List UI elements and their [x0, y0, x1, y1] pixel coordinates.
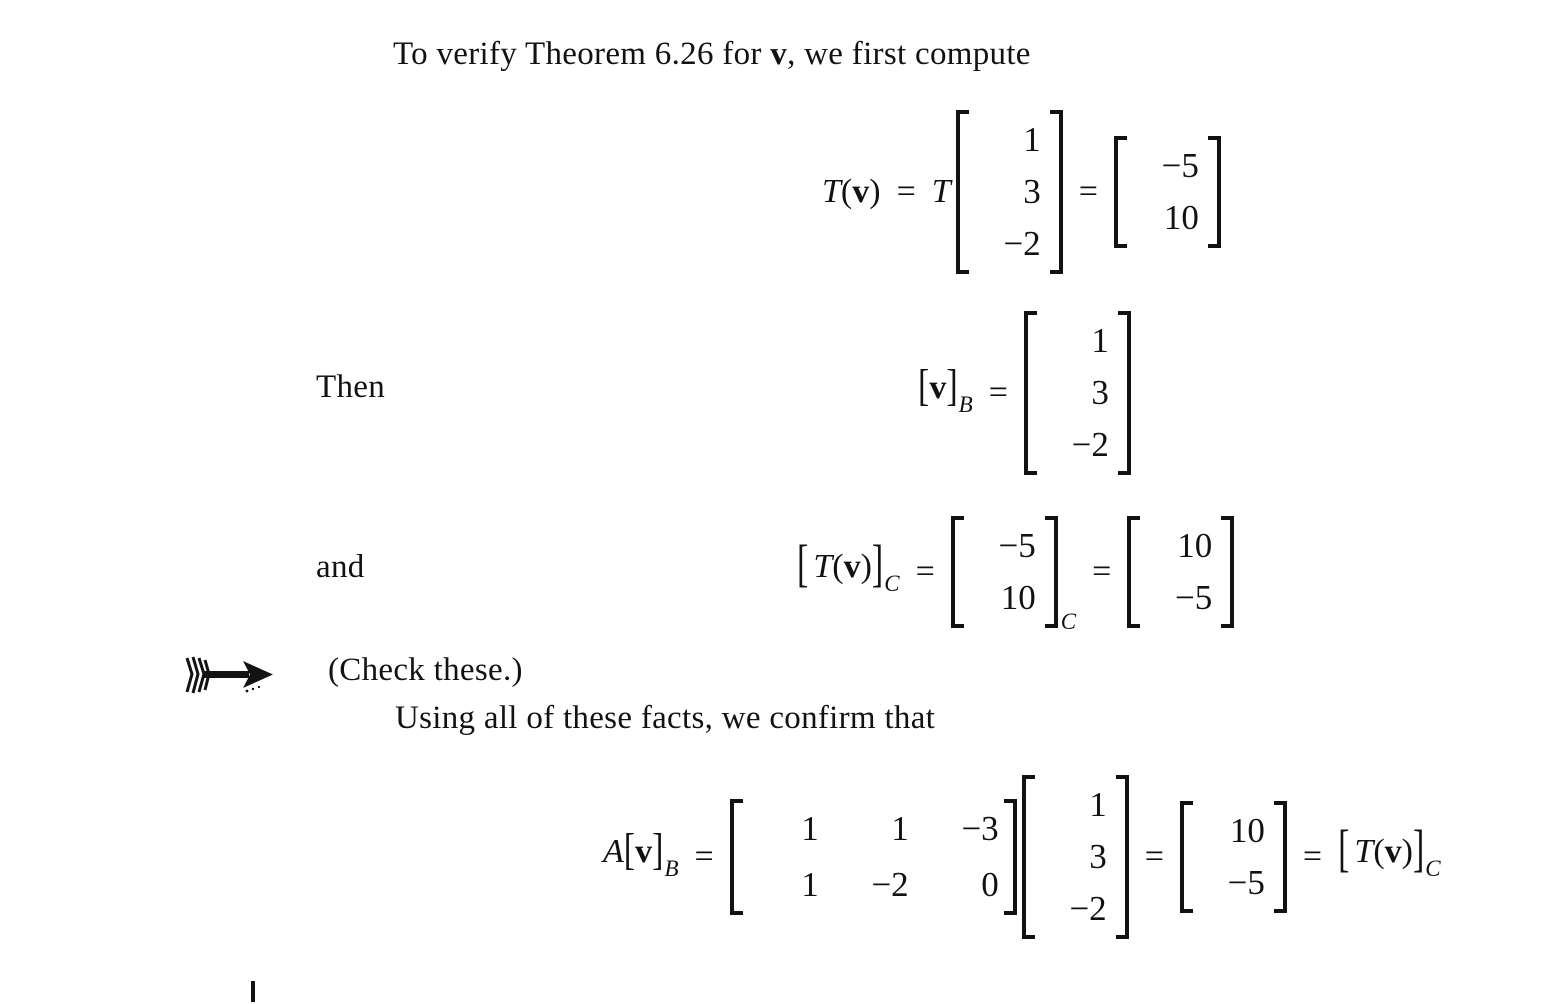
matrix-cell: 1 — [891, 809, 909, 848]
T-applied-to-vector — [932, 110, 1063, 274]
matrix-row — [761, 862, 999, 908]
matrix-cell: 3 — [1023, 172, 1041, 211]
confirm-paragraph: Using all of these facts, we confirm that — [395, 700, 936, 736]
equals-sign: = — [896, 173, 916, 210]
matrix-right-bracket — [1208, 136, 1221, 248]
matrix-cell: 0 — [981, 865, 999, 904]
right-bracket: ] — [871, 536, 884, 593]
matrix-cell: 10 — [1229, 811, 1265, 850]
scan-artifact-mark — [251, 981, 255, 1002]
matrix-body — [1140, 516, 1221, 628]
equals-sign: = — [988, 374, 1008, 411]
matrix-row — [1063, 422, 1109, 468]
vector-v-symbol: v — [1384, 832, 1402, 870]
math-func-T: T — [822, 173, 841, 210]
matrix-left-bracket — [1024, 311, 1037, 475]
matrix-cell: 10 — [1163, 198, 1199, 237]
column-vector-v — [1022, 775, 1129, 939]
matrix-row — [1166, 523, 1212, 569]
left-bracket: [ — [797, 536, 809, 593]
lhs-T-of-v — [822, 173, 881, 211]
matrix-row — [1153, 143, 1199, 189]
matrix-body — [743, 799, 1004, 915]
math-func-T: T — [1354, 832, 1374, 870]
matrix-cell: −5 — [1161, 146, 1199, 185]
matrix-cell: 1 — [801, 809, 819, 848]
intro-text-pre: To verify Theorem 6.26 for — [393, 36, 771, 72]
matrix-cell: −2 — [871, 865, 909, 904]
right-paren: ) — [869, 173, 881, 210]
intro-paragraph — [393, 36, 1031, 73]
equation-v-coords-basis-B — [918, 305, 1131, 481]
right-bracket: ] — [1412, 821, 1425, 878]
left-paren: ( — [1373, 832, 1385, 870]
column-vector-v — [1024, 311, 1131, 475]
result-vector — [1114, 136, 1221, 248]
equation-matrix-product — [603, 769, 1441, 945]
matrix-row — [995, 169, 1041, 215]
matrix-cell: −2 — [1069, 889, 1107, 928]
basis-C-subscript: C — [884, 570, 900, 596]
math-func-T: T — [813, 547, 833, 585]
matrix-row — [1063, 370, 1109, 416]
vector-v-symbol: v — [843, 547, 861, 585]
matrix-body — [1193, 801, 1274, 913]
vector-v-symbol: v — [852, 173, 870, 210]
vector-v-symbol: v — [635, 832, 653, 870]
matrix-row — [1061, 886, 1107, 932]
intro-text-post: , we first compute — [787, 36, 1031, 72]
right-bracket: ] — [652, 825, 664, 875]
matrix-body — [1127, 136, 1208, 248]
lhs-v-coords — [918, 361, 973, 418]
matrix-body — [964, 516, 1045, 628]
matrix-cell: 1 — [1089, 785, 1107, 824]
vector-v-symbol: v — [770, 36, 788, 72]
matrix-row — [1061, 834, 1107, 880]
column-vector-v — [956, 110, 1063, 274]
matrix-left-bracket — [1127, 516, 1140, 628]
rhs-Tv-coords — [1338, 821, 1441, 882]
equals-sign: = — [915, 553, 935, 590]
matrix-cell: −2 — [1003, 224, 1041, 263]
basis-C-subscript: C — [1060, 609, 1077, 634]
matrix-left-bracket — [951, 516, 964, 628]
left-paren: ( — [840, 173, 853, 210]
equals-sign: = — [1092, 553, 1112, 590]
matrix-right-bracket — [1116, 775, 1129, 939]
matrix-left-bracket — [730, 799, 743, 915]
matrix-cell: −2 — [1071, 425, 1109, 464]
equals-sign: = — [694, 838, 714, 875]
result-vector — [1180, 801, 1287, 913]
matrix-row — [990, 575, 1036, 621]
matrix-right-bracket — [1004, 799, 1017, 915]
vector-v-symbol: v — [929, 368, 947, 406]
matrix-row — [1219, 860, 1265, 906]
equation-Tv-coords-basis-C — [797, 513, 1234, 634]
matrix-right-bracket — [1118, 311, 1131, 475]
right-bracket: ] — [946, 361, 958, 411]
matrix-left-bracket — [1180, 801, 1193, 913]
matrix-row — [761, 806, 999, 852]
matrix-left-bracket — [1022, 775, 1035, 939]
matrix-cell: 3 — [1089, 837, 1107, 876]
matrix-cell: −3 — [961, 809, 999, 848]
equals-sign: = — [1302, 838, 1323, 875]
lhs-A-v-coords — [603, 825, 679, 882]
matrix-cell: 3 — [1091, 373, 1109, 412]
then-label: Then — [316, 369, 386, 405]
matrix-row — [1061, 782, 1107, 828]
left-bracket: [ — [1338, 821, 1350, 878]
matrix-row — [1219, 808, 1265, 854]
matrix-row — [1063, 318, 1109, 364]
matrix-A-symbol: A — [603, 832, 624, 870]
matrix-right-bracket — [1045, 516, 1058, 628]
left-bracket: [ — [918, 361, 930, 411]
matrix-left-bracket — [956, 110, 969, 274]
matrix-body — [969, 110, 1050, 274]
matrix-cell: 10 — [1177, 526, 1213, 565]
matrix-cell: 10 — [1000, 578, 1036, 617]
matrix-row — [990, 523, 1036, 569]
matrix-cell: −5 — [1175, 578, 1213, 617]
equals-sign: = — [1078, 173, 1098, 210]
right-paren: ) — [860, 547, 872, 585]
matrix-body — [1035, 775, 1116, 939]
matrix-A — [730, 799, 1017, 915]
equation-T-of-v — [822, 104, 1221, 280]
matrix-right-bracket — [1274, 801, 1287, 913]
basis-B-subscript: B — [958, 391, 973, 417]
check-arrow-icon — [183, 653, 275, 697]
matrix-vector-product — [730, 775, 1129, 939]
matrix-left-bracket — [1114, 136, 1127, 248]
matrix-row — [995, 117, 1041, 163]
vector-with-basis-C — [951, 516, 1077, 634]
matrix-row — [1153, 195, 1199, 241]
matrix-cell: −5 — [998, 526, 1036, 565]
matrix-cell: −5 — [1227, 863, 1265, 902]
basis-C-subscript: C — [1425, 855, 1441, 881]
matrix-body — [1037, 311, 1118, 475]
math-func-T: T — [931, 173, 951, 210]
right-paren: ) — [1401, 832, 1413, 870]
check-note: (Check these.) — [328, 652, 523, 688]
matrix-right-bracket — [1050, 110, 1063, 274]
left-paren: ( — [832, 547, 844, 585]
basis-B-subscript: B — [664, 855, 679, 881]
matrix-cell: 1 — [1023, 120, 1041, 159]
matrix-row — [1166, 575, 1212, 621]
left-bracket: [ — [623, 825, 636, 875]
matrix-cell: 1 — [801, 865, 819, 904]
lhs-Tv-coords — [797, 536, 900, 597]
matrix-row — [995, 221, 1041, 267]
and-label: and — [316, 549, 365, 585]
matrix-right-bracket — [1221, 516, 1234, 628]
result-vector — [1127, 516, 1234, 628]
equals-sign: = — [1144, 838, 1164, 875]
matrix-cell: 1 — [1091, 321, 1109, 360]
coord-vector — [951, 516, 1058, 628]
